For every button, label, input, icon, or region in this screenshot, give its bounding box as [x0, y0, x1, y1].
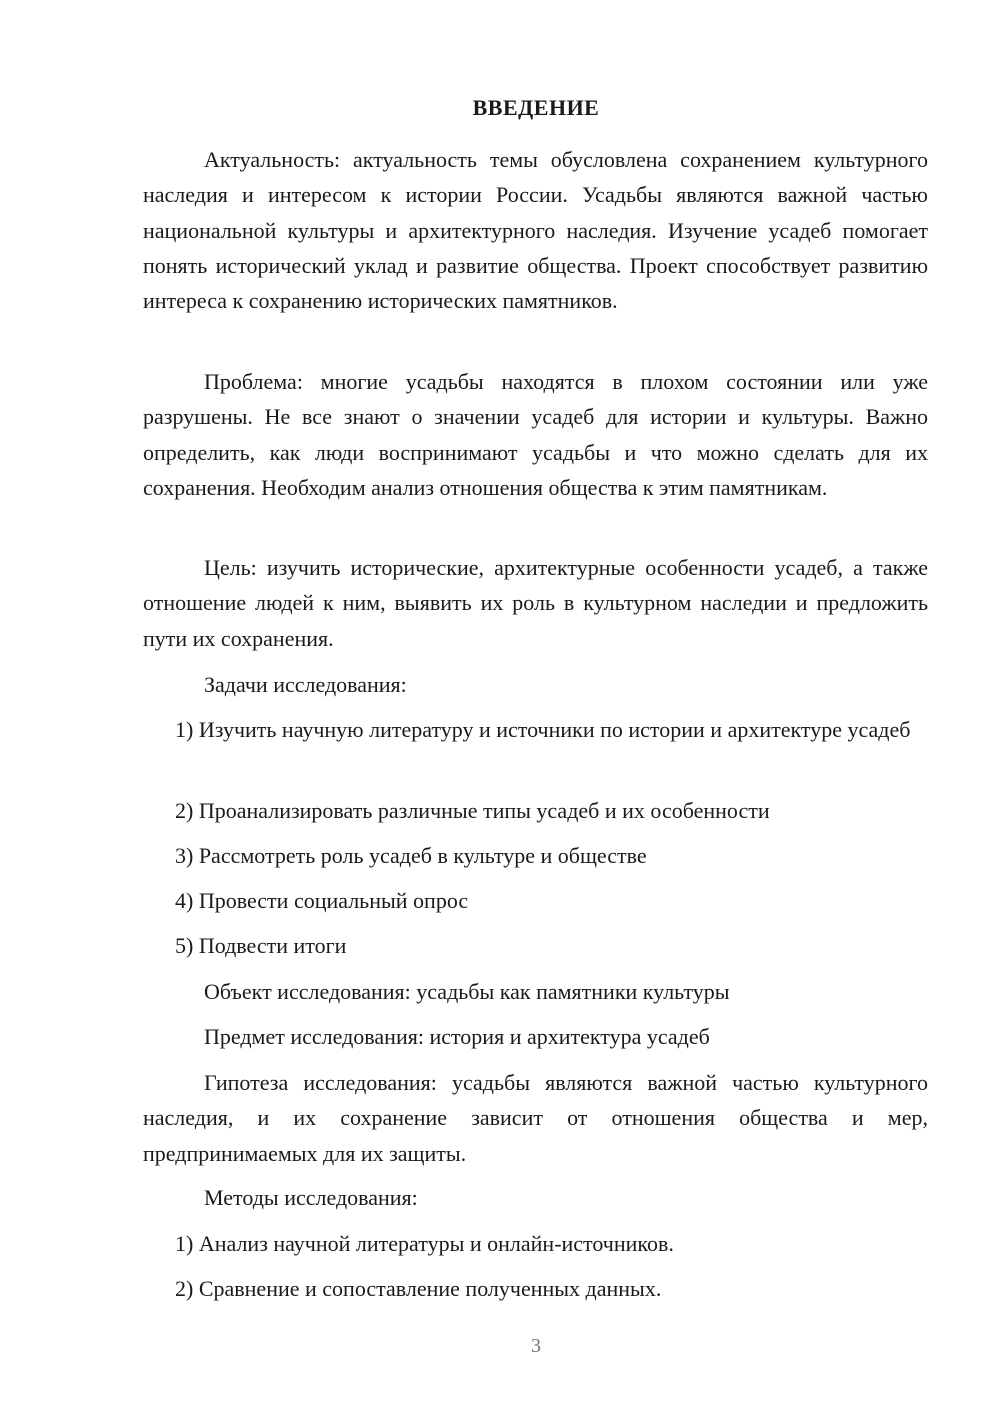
task-item: 2) Проанализировать различные типы усадеб и их особенности	[175, 798, 770, 823]
research-object: Объект исследования: усадьбы как памятники культуры	[204, 979, 730, 1004]
task-item: 5) Подвести итоги	[175, 933, 347, 958]
relevance-paragraph: Актуальность: актуальность темы обусловлена сохранением культурного наследия и интересом к истории России. Усадьбы являются важной частью национальной культуры и архитектурного наследия. Изучение усадеб помогает понять исторический уклад и развитие общества. Проект способствует развитию интереса к сохранению исторических памятников.	[143, 147, 928, 314]
task-item: 4) Провести социальный опрос	[175, 888, 469, 913]
method-item: 2) Сравнение и сопоставление полученных данных.	[175, 1276, 662, 1301]
task-item: 3) Рассмотреть роль усадеб в культуре и обществе	[175, 843, 647, 868]
tasks-heading: Задачи исследования:	[204, 672, 407, 697]
methods-heading: Методы исследования:	[204, 1185, 418, 1210]
goal-paragraph: Цель: изучить исторические, архитектурные особенности усадеб, а также отношение людей к ним, выявить их роль в культурном наследии и предложить пути их сохранения.	[143, 555, 928, 651]
task-item: 1) Изучить научную литературу и источники по истории и архитектуре усадеб	[175, 717, 911, 742]
section-heading: ВВЕДЕНИЕ	[472, 95, 600, 120]
problem-paragraph: Проблема: многие усадьбы находятся в плохом состоянии или уже разрушены. Не все знают о значении усадеб для истории и культуры. Важно определить, как люди воспринимают усадьбы и что можно сделать для их сохранения. Необходим анализ отношения общества к этим памятникам.	[143, 369, 928, 500]
page-number: 3	[531, 1335, 541, 1357]
method-item: 1) Анализ научной литературы и онлайн-источников.	[175, 1231, 674, 1256]
research-subject: Предмет исследования: история и архитектура усадеб	[204, 1024, 710, 1049]
hypothesis-paragraph: Гипотеза исследования: усадьбы являются важной частью культурного наследия, и их сохранение зависит от отношения общества и мер, предпринимаемых для их защиты.	[143, 1070, 928, 1166]
